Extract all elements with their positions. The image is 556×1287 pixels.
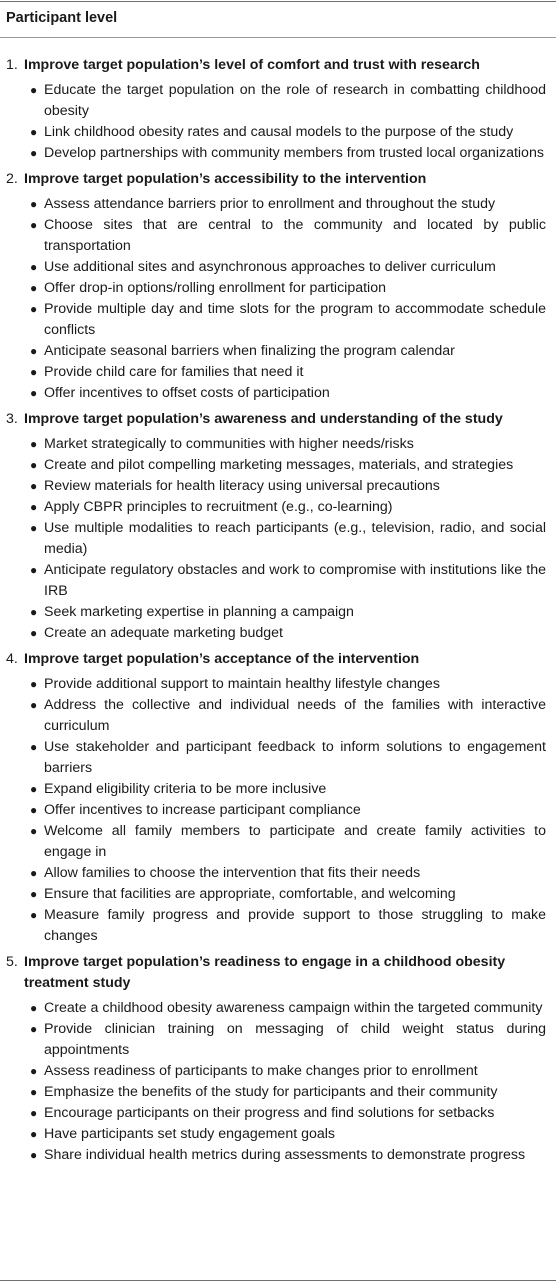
section-number: 1.	[6, 57, 18, 73]
list-item	[0, 383, 556, 404]
bullet-icon: ●	[30, 677, 38, 691]
bullet-icon: ●	[30, 740, 38, 754]
bullet-icon: ●	[30, 146, 38, 160]
section-title: Improve target population’s acceptance of the intervention	[24, 651, 420, 667]
list-item-text: Educate the target population on the role of research in combatting childhood obesity	[44, 82, 546, 119]
list-item	[0, 1019, 556, 1061]
list-item	[0, 800, 556, 821]
section-heading	[0, 649, 556, 670]
list-item-text: Provide child care for families that need it	[44, 364, 304, 380]
bullet-icon: ●	[30, 1064, 38, 1078]
list-item	[0, 1061, 556, 1082]
list-item-text: Create and pilot compelling marketing messages, materials, and strategies	[44, 457, 514, 473]
bullet-icon: ●	[30, 698, 38, 712]
list-item	[0, 560, 556, 602]
list-item-text: Apply CBPR principles to recruitment (e.g., co-learning)	[44, 499, 393, 515]
list-item-text: Choose sites that are central to the community and located by public transportation	[44, 217, 546, 254]
bullet-icon: ●	[30, 260, 38, 274]
bullet-icon: ●	[30, 1022, 38, 1036]
bullet-icon: ●	[30, 365, 38, 379]
list-item-text: Expand eligibility criteria to be more inclusive	[44, 781, 327, 797]
section-number: 3.	[6, 411, 18, 427]
list-item	[0, 362, 556, 383]
section-title: Improve target population’s level of comfort and trust with research	[24, 57, 480, 73]
bullet-icon: ●	[30, 479, 38, 493]
section-heading	[0, 55, 556, 76]
list-item	[0, 779, 556, 800]
list-item	[0, 998, 556, 1019]
list-item	[0, 1082, 556, 1103]
bullet-icon: ●	[30, 344, 38, 358]
bullet-icon: ●	[30, 437, 38, 451]
list-item	[0, 821, 556, 863]
bullet-icon: ●	[30, 218, 38, 232]
list-item-text: Offer incentives to increase participant compliance	[44, 802, 361, 818]
bullet-icon: ●	[30, 521, 38, 535]
list-item-text: Use multiple modalities to reach participants (e.g., television, radio, and social media)	[44, 520, 546, 557]
list-item	[0, 695, 556, 737]
list-item-text: Have participants set study engagement goals	[44, 1126, 336, 1142]
list-item-text: Encourage participants on their progress and find solutions for setbacks	[44, 1105, 495, 1121]
list-item	[0, 299, 556, 341]
section-title: Improve target population’s readiness to engage in a childhood obesity treatment study	[24, 954, 506, 991]
section-2	[0, 169, 556, 404]
section-item-list	[0, 998, 556, 1166]
list-item-text: Anticipate seasonal barriers when finalizing the program calendar	[44, 343, 455, 359]
list-item	[0, 476, 556, 497]
bullet-icon: ●	[30, 1106, 38, 1120]
list-item	[0, 434, 556, 455]
bullet-icon: ●	[30, 386, 38, 400]
list-item-text: Link childhood obesity rates and causal models to the purpose of the study	[44, 124, 514, 140]
section-number: 2.	[6, 171, 18, 187]
bullet-icon: ●	[30, 83, 38, 97]
section-5	[0, 952, 556, 1166]
list-item	[0, 602, 556, 623]
bullet-icon: ●	[30, 125, 38, 139]
list-item-text: Create an adequate marketing budget	[44, 625, 283, 641]
list-item-text: Assess readiness of participants to make changes prior to enrollment	[44, 1063, 478, 1079]
list-item-text: Provide multiple day and time slots for the program to accommodate schedule conflicts	[44, 301, 546, 338]
list-item	[0, 122, 556, 143]
list-item-text: Create a childhood obesity awareness campaign within the targeted community	[44, 1000, 543, 1016]
bullet-icon: ●	[30, 887, 38, 901]
section-item-list	[0, 674, 556, 947]
section-heading	[0, 952, 556, 994]
list-item-text: Anticipate regulatory obstacles and work to compromise with institutions like the IRB	[44, 562, 546, 599]
list-item	[0, 905, 556, 947]
list-item	[0, 518, 556, 560]
bullet-icon: ●	[30, 866, 38, 880]
list-item	[0, 341, 556, 362]
list-item	[0, 1124, 556, 1145]
list-item-text: Assess attendance barriers prior to enrollment and throughout the study	[44, 196, 496, 212]
bullet-icon: ●	[30, 563, 38, 577]
bullet-icon: ●	[30, 458, 38, 472]
list-item	[0, 194, 556, 215]
bullet-icon: ●	[30, 626, 38, 640]
list-item	[0, 143, 556, 164]
section-title: Improve target population’s accessibility to the intervention	[24, 171, 427, 187]
section-item-list	[0, 194, 556, 404]
section-item-list	[0, 434, 556, 644]
list-item-text: Welcome all family members to participate and create family activities to engage in	[44, 823, 546, 860]
bullet-icon: ●	[30, 803, 38, 817]
bullet-icon: ●	[30, 782, 38, 796]
list-item-text: Measure family progress and provide support to those struggling to make changes	[44, 907, 546, 944]
list-item-text: Provide additional support to maintain healthy lifestyle changes	[44, 676, 440, 692]
list-item	[0, 215, 556, 257]
header-divider	[0, 37, 556, 38]
list-item-text: Use stakeholder and participant feedback to inform solutions to engagement barriers	[44, 739, 546, 776]
list-item-text: Seek marketing expertise in planning a campaign	[44, 604, 354, 620]
bullet-icon: ●	[30, 1085, 38, 1099]
list-item-text: Emphasize the benefits of the study for participants and their community	[44, 1084, 498, 1100]
section-number: 4.	[6, 651, 18, 667]
bullet-icon: ●	[30, 908, 38, 922]
list-item	[0, 497, 556, 518]
bullet-icon: ●	[30, 281, 38, 295]
list-item	[0, 455, 556, 476]
section-item-list	[0, 80, 556, 164]
table-top-rule	[0, 1, 556, 2]
section-title: Improve target population’s awareness and understanding of the study	[24, 411, 503, 427]
table-bottom-rule	[0, 1280, 556, 1281]
list-item-text: Market strategically to communities with higher needs/risks	[44, 436, 414, 452]
list-item	[0, 884, 556, 905]
bullet-icon: ●	[30, 1001, 38, 1015]
list-item-text: Ensure that facilities are appropriate, comfortable, and welcoming	[44, 886, 456, 902]
list-item-text: Develop partnerships with community members from trusted local organizations	[44, 145, 544, 161]
list-item	[0, 1103, 556, 1124]
list-item-text: Use additional sites and asynchronous approaches to deliver curriculum	[44, 259, 496, 275]
list-item	[0, 737, 556, 779]
list-item-text: Address the collective and individual needs of the families with interactive curriculum	[44, 697, 546, 734]
list-item	[0, 623, 556, 644]
section-heading	[0, 409, 556, 430]
bullet-icon: ●	[30, 605, 38, 619]
bullet-icon: ●	[30, 824, 38, 838]
list-item-text: Allow families to choose the intervention that fits their needs	[44, 865, 421, 881]
section-4	[0, 649, 556, 947]
list-item-text: Offer incentives to offset costs of participation	[44, 385, 330, 401]
table-body	[0, 55, 556, 1166]
section-3	[0, 409, 556, 644]
bullet-icon: ●	[30, 197, 38, 211]
bullet-icon: ●	[30, 1148, 38, 1162]
bullet-icon: ●	[30, 1127, 38, 1141]
section-number: 5.	[6, 954, 18, 970]
bullet-icon: ●	[30, 302, 38, 316]
bullet-icon: ●	[30, 500, 38, 514]
list-item-text: Offer drop-in options/rolling enrollment for participation	[44, 280, 386, 296]
list-item	[0, 278, 556, 299]
list-item-text: Provide clinician training on messaging of child weight status during appointments	[44, 1021, 546, 1058]
table-header: Participant level	[6, 10, 118, 26]
list-item	[0, 257, 556, 278]
list-item	[0, 1145, 556, 1166]
list-item-text: Review materials for health literacy using universal precautions	[44, 478, 440, 494]
list-item	[0, 863, 556, 884]
list-item-text: Share individual health metrics during assessments to demonstrate progress	[44, 1147, 526, 1163]
section-heading	[0, 169, 556, 190]
list-item	[0, 80, 556, 122]
section-1	[0, 55, 556, 164]
list-item	[0, 674, 556, 695]
